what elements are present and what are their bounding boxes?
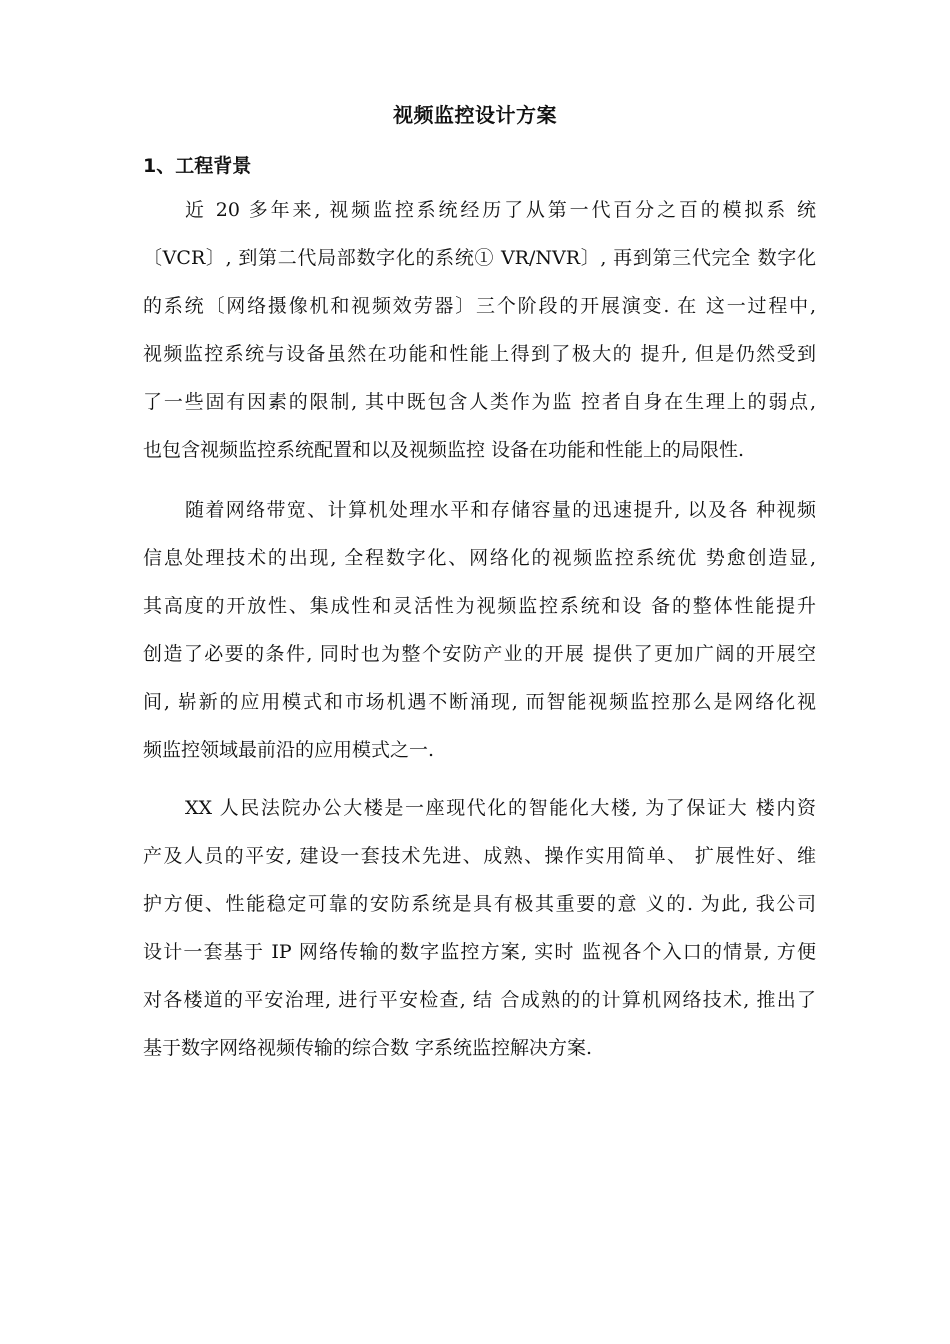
paragraph-line: 〔VCR〕, 到第二代局部数字化的系统① VR/NVR〕, 再到第三代完全 数字化 <box>143 247 816 269</box>
paragraph-line: 频监控领域最前沿的应用模式之一. <box>143 739 435 761</box>
paragraph-3 <box>143 784 816 1072</box>
document-title: 视频监控设计方案 <box>393 103 557 127</box>
paragraph-line: 护方便、性能稳定可靠的安防系统是具有极其重要的意 义的. 为此, 我公司 <box>143 893 816 915</box>
paragraph-1 <box>143 186 816 474</box>
paragraph-2 <box>143 486 816 774</box>
paragraph-line: 也包含视频监控系统配置和以及视频监控 设备在功能和性能上的局限性. <box>143 439 745 461</box>
paragraph-line: 随着网络带宽、计算机处理水平和存储容量的迅速提升, 以及各 种视频 <box>185 499 816 521</box>
paragraph-line: 创造了必要的条件, 同时也为整个安防产业的开展 提供了更加广阔的开展空 <box>143 643 816 665</box>
paragraph-line: 视频监控系统与设备虽然在功能和性能上得到了极大的 提升, 但是仍然受到 <box>143 343 816 365</box>
paragraph-line: XX 人民法院办公大楼是一座现代化的智能化大楼, 为了保证大 楼内资 <box>185 797 816 819</box>
paragraph-line: 其高度的开放性、集成性和灵活性为视频监控系统和设 备的整体性能提升 <box>143 595 816 617</box>
paragraph-line: 设计一套基于 IP 网络传输的数字监控方案, 实时 监视各个入口的情景, 方便 <box>143 941 816 963</box>
paragraph-line: 信息处理技术的出现, 全程数字化、网络化的视频监控系统优 势愈创造显, <box>143 547 816 569</box>
paragraph-line: 基于数字网络视频传输的综合数 字系统监控解决方案. <box>143 1037 593 1059</box>
paragraph-line: 间, 崭新的应用模式和市场机遇不断涌现, 而智能视频监控那么是网络化视 <box>143 691 816 713</box>
paragraph-line: 近 20 多年来, 视频监控系统经历了从第一代百分之百的模拟系 统 <box>185 199 816 221</box>
paragraph-line: 的系统〔网络摄像机和视频效劳器〕三个阶段的开展演变. 在 这一过程中, <box>143 295 816 317</box>
section-heading: 1、工程背景 <box>143 155 252 177</box>
paragraph-line: 了一些固有因素的限制, 其中既包含人类作为监 控者自身在生理上的弱点, <box>143 391 816 413</box>
paragraph-line: 产及人员的平安, 建设一套技术先进、成熟、操作实用简单、 扩展性好、维 <box>143 845 816 867</box>
paragraph-line: 对各楼道的平安治理, 进行平安检查, 结 合成熟的的计算机网络技术, 推出了 <box>143 989 816 1011</box>
